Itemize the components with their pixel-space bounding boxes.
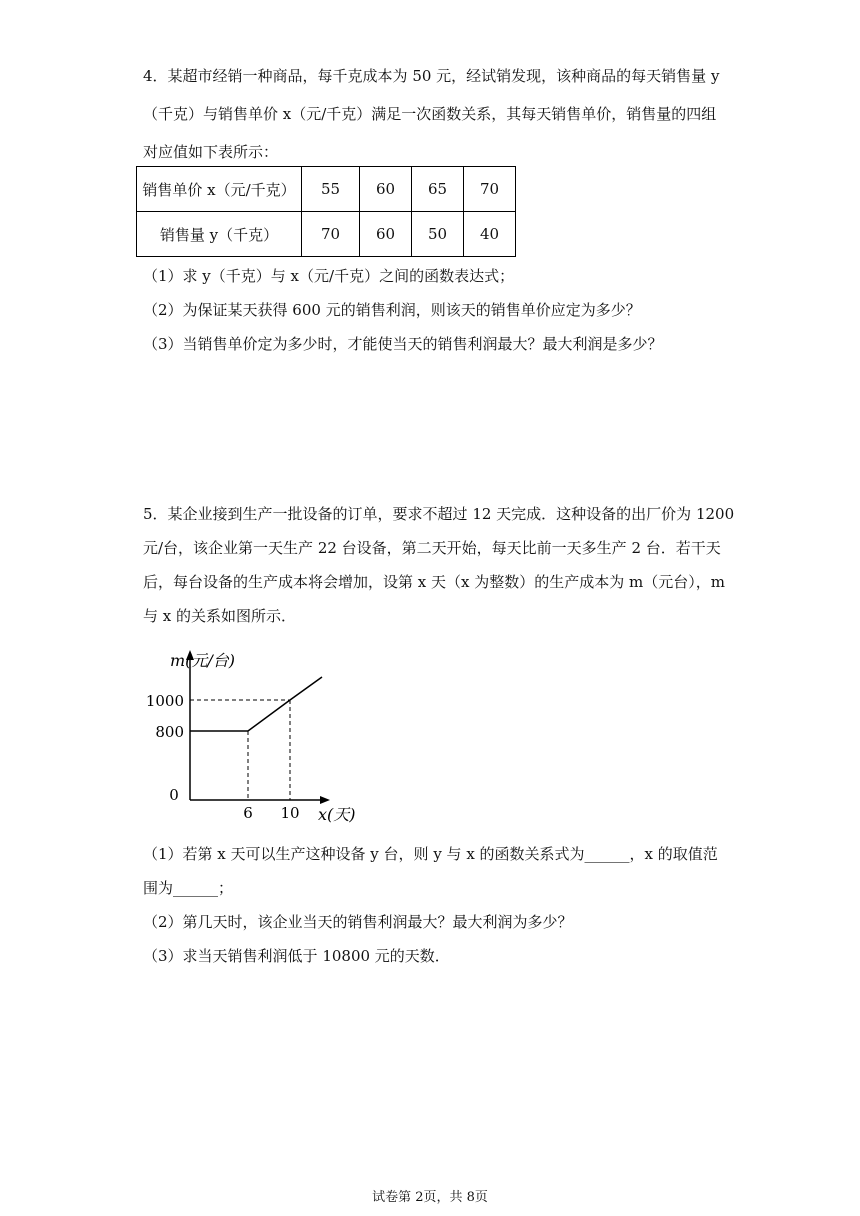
table-row	[137, 212, 516, 257]
q4-line-2: （千克）与销售单价 x（元/千克）满足一次函数关系，其每天销售单价，销售量的四组	[143, 105, 717, 123]
q5-line-4: 与 x 的关系如图所示．	[143, 607, 296, 625]
cost-line	[190, 677, 322, 731]
table-cell: 70	[464, 167, 516, 212]
q5-part-1b: 围为______；	[143, 879, 234, 897]
table-row-label: 销售单价 x（元/千克）	[137, 167, 302, 212]
table-cell: 65	[412, 167, 464, 212]
q5-line-2: 元/台，该企业第一天生产 22 台设备，第二天开始，每天比前一天多生产 2 台．若干天	[143, 539, 721, 557]
table-row-label: 销售量 y（千克）	[137, 212, 302, 257]
x-tick-6: 6	[243, 804, 253, 822]
cost-graph	[140, 640, 380, 830]
x-axis-arrow	[320, 796, 330, 804]
q4-line-3: 对应值如下表所示：	[143, 143, 279, 161]
q4-part-3: （3）当销售单价定为多少时，才能使当天的销售利润最大？最大利润是多少？	[143, 335, 663, 353]
table-cell: 40	[464, 212, 516, 257]
q4-part-1: （1）求 y（千克）与 x（元/千克）之间的函数表达式；	[143, 267, 515, 285]
q5-part-1a: （1）若第 x 天可以生产这种设备 y 台，则 y 与 x 的函数关系式为______，x 的取值范	[143, 845, 718, 863]
q4-part-2: （2）为保证某天获得 600 元的销售利润，则该天的销售单价应定为多少？	[143, 301, 641, 319]
origin-label: 0	[169, 786, 179, 804]
q5-line-1: 5．某企业接到生产一批设备的订单，要求不超过 12 天完成．这种设备的出厂价为 1200	[143, 505, 735, 523]
y-tick-1000: 1000	[145, 692, 184, 710]
table-cell: 55	[302, 167, 360, 212]
table-cell: 70	[302, 212, 360, 257]
table-cell: 60	[360, 167, 412, 212]
q4-line-1: 4．某超市经销一种商品，每千克成本为 50 元，经试销发现，该种商品的每天销售量 y	[143, 67, 720, 85]
table-row	[137, 167, 516, 212]
table-cell: 60	[360, 212, 412, 257]
page-footer: 试卷第 2页，共 8页	[372, 1190, 488, 1205]
x-tick-10: 10	[280, 804, 300, 822]
y-tick-800: 800	[155, 723, 184, 741]
y-axis-label: m(元/台)	[170, 651, 236, 670]
q5-part-3: （3）求当天销售利润低于 10800 元的天数．	[143, 947, 450, 965]
q5-part-2: （2）第几天时，该企业当天的销售利润最大？最大利润为多少？	[143, 913, 573, 931]
x-axis-label: x(天)	[318, 805, 356, 824]
table-cell: 50	[412, 212, 464, 257]
q5-line-3: 后，每台设备的生产成本将会增加，设第 x 天（x 为整数）的生产成本为 m（元台），m	[143, 573, 725, 591]
price-quantity-table	[136, 166, 516, 257]
